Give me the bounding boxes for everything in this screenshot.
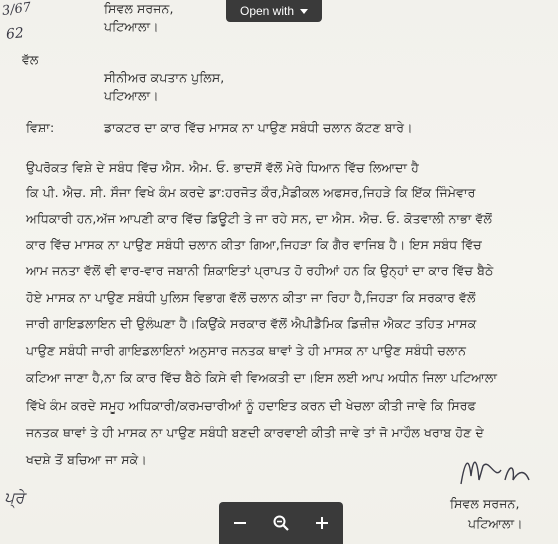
body-line: ਉਪਰੋਕਤ ਵਿਸ਼ੇ ਦੇ ਸਬੰਧ ਵਿੱਚ ਐਸ. ਐਮ. ਓ. ਭਾਦਸੋਂ ਵੱਲੋਂ ਮੇਰੇ ਧਿਆਨ ਵਿੱਚ ਲਿਆਦਾ ਹੈ <box>26 160 419 175</box>
open-with-label: Open with <box>239 4 295 18</box>
minus-icon <box>232 515 248 531</box>
chevron-down-icon <box>300 9 308 14</box>
body-line: ਕਾਰ ਵਿੱਚ ਮਾਸਕ ਨਾ ਪਾਉਣ ਸਬੰਧੀ ਚਲਾਨ ਕੀਤਾ ਗਿਆ,ਜਿਹੜਾ ਕਿ ਗੈਰ ਵਾਜਿਬ ਹੈ। ਇਸ ਸਬੰਧ ਵਿੱਚ <box>26 237 482 252</box>
sender-line-1: ਸਿਵਲ ਸਰਜਨ, <box>104 1 174 16</box>
handwritten-signature <box>455 450 535 490</box>
body-line: ਆਮ ਜਨਤਾ ਵੱਲੋਂ ਵੀ ਵਾਰ-ਵਾਰ ਜਬਾਨੀ ਸ਼ਿਕਾਇਤਾਂ ਪ੍ਰਾਪਤ ਹੋ ਰਹੀਆਂ ਹਨ ਕਿ ਉਨ੍ਹਾਂ ਦਾ ਕਾਰ ਵਿੱਚ ਬੈਠੇ <box>26 263 494 278</box>
subject-text: ਡਾਕਟਰ ਦਾ ਕਾਰ ਵਿੱਚ ਮਾਸਕ ਨਾ ਪਾਉਣ ਸਬੰਧੀ ਚਲਾਨ ਕੱਟਣ ਬਾਰੇ। <box>104 120 413 135</box>
open-with-button[interactable] <box>226 0 322 22</box>
subject-label: ਵਿਸ਼ਾ: <box>26 120 55 135</box>
body-line: ਕਟਿਆ ਜਾਣਾ ਹੈ,ਨਾ ਕਿ ਕਾਰ ਵਿੱਚ ਬੈਠੇ ਕਿਸੇ ਵੀ ਵਿਅਕਤੀ ਦਾ।ਇਸ ਲਈ ਆਪ ਅਧੀਨ ਜਿਲਾ ਪਟਿਆਲਾ <box>26 370 498 385</box>
sender-line-2: ਪਟਿਆਲਾ। <box>104 19 159 34</box>
zoom-reset-button[interactable] <box>266 508 296 538</box>
body-line: ਖਦਸ਼ੇ ਤੋਂ ਬਚਿਆ ਜਾ ਸਕੇ। <box>26 452 147 467</box>
body-line: ਕਿ ਪੀ. ਐਚ. ਸੀ. ਸੌਜਾ ਵਿਖੇ ਕੰਮ ਕਰਦੇ ਡਾ:ਹਰਜੋਤ ਕੌਰ,ਮੈਡੀਕਲ ਅਫਸਰ,ਜਿਹੜੇ ਕਿ ਇੱਕ ਜਿੰਮੇਵਾਰ <box>26 185 476 200</box>
body-line: ਵਿੱਖੇ ਕੰਮ ਕਰਦੇ ਸਮੂਹ ਅਧਿਕਾਰੀ/ਕਰਮਚਾਰੀਆਂ ਨੂੰ ਹਦਾਇਤ ਕਰਨ ਦੀ ਖੇਚਲਾ ਕੀਤੀ ਜਾਵੇ ਕਿ ਸਿਰਫ <box>26 398 476 413</box>
body-line: ਅਧਿਕਾਰੀ ਹਨ,ਅੱਜ ਆਪਣੀ ਕਾਰ ਵਿੱਚ ਡਿਊਟੀ ਤੇ ਜਾ ਰਹੇ ਸਨ, ਦਾ ਐਸ. ਐਚ. ਓ. ਕੋਤਵਾਲੀ ਨਾਭਾ ਵੱਲੋਂ <box>26 211 492 226</box>
recipient-line-2: ਪਟਿਆਲਾ। <box>104 88 159 103</box>
body-line: ਜਾਰੀ ਗਾਇਡਲਾਇਨ ਦੀ ਉਲੰਘਣਾ ਹੈ।ਕਿਉਂਕੇ ਸਰਕਾਰ ਵੱਲੋਂ ਐਪੀਡੈਮਿਕ ਡਿਜ਼ੀਜ਼ ਐਕਟ ਤਹਿਤ ਮਾਸਕ <box>26 316 477 331</box>
margin-note-top-left-2: 62 <box>5 25 25 43</box>
plus-icon <box>314 515 330 531</box>
zoom-out-button[interactable] <box>225 508 255 538</box>
margin-note-top-left: 3/67 <box>1 0 33 19</box>
body-line: ਹੋਏ ਮਾਸਕ ਨਾ ਪਾਉਣ ਸਬੰਧੀ ਪੁਲਿਸ ਵਿਭਾਗ ਵੱਲੋਂ ਚਲਾਨ ਕੀਤਾ ਜਾ ਰਿਹਾ ਹੈ,ਜਿਹੜਾ ਕਿ ਸਰਕਾਰ ਵੱਲੋਂ <box>26 290 476 305</box>
zoom-toolbar <box>219 502 343 544</box>
signature-title-line-1: ਸਿਵਲ ਸਰਜਨ, <box>450 496 520 511</box>
body-line: ਪਾਉਣ ਸਬੰਧੀ ਜਾਰੀ ਗਾਇਡਲਾਇਨਾਂ ਅਨੁਸਾਰ ਜਨਤਕ ਥਾਵਾਂ ਤੇ ਹੀ ਮਾਸਕ ਨਾ ਪਾਉਣ ਸਬੰਧੀ ਚਲਾਨ <box>26 343 467 358</box>
signature-title-line-2: ਪਟਿਆਲਾ। <box>468 516 523 531</box>
recipient-line-1: ਸੀਨੀਅਰ ਕਪਤਾਨ ਪੁਲਿਸ, <box>104 70 225 85</box>
margin-note-left: ਪ੍ਰੇ <box>4 488 25 507</box>
magnifier-minus-icon <box>272 514 290 532</box>
to-label: ਵੱਲ <box>22 52 39 67</box>
zoom-in-button[interactable] <box>307 508 337 538</box>
body-line: ਜਨਤਕ ਥਾਵਾਂ ਤੇ ਹੀ ਮਾਸਕ ਨਾ ਪਾਉਣ ਸਬੰਧੀ ਬਣਦੀ ਕਾਰਵਾਈ ਕੀਤੀ ਜਾਵੇ ਤਾਂ ਜੋ ਮਾਹੌਲ ਖਰਾਬ ਹੋਣ ਦੇ <box>26 425 484 440</box>
